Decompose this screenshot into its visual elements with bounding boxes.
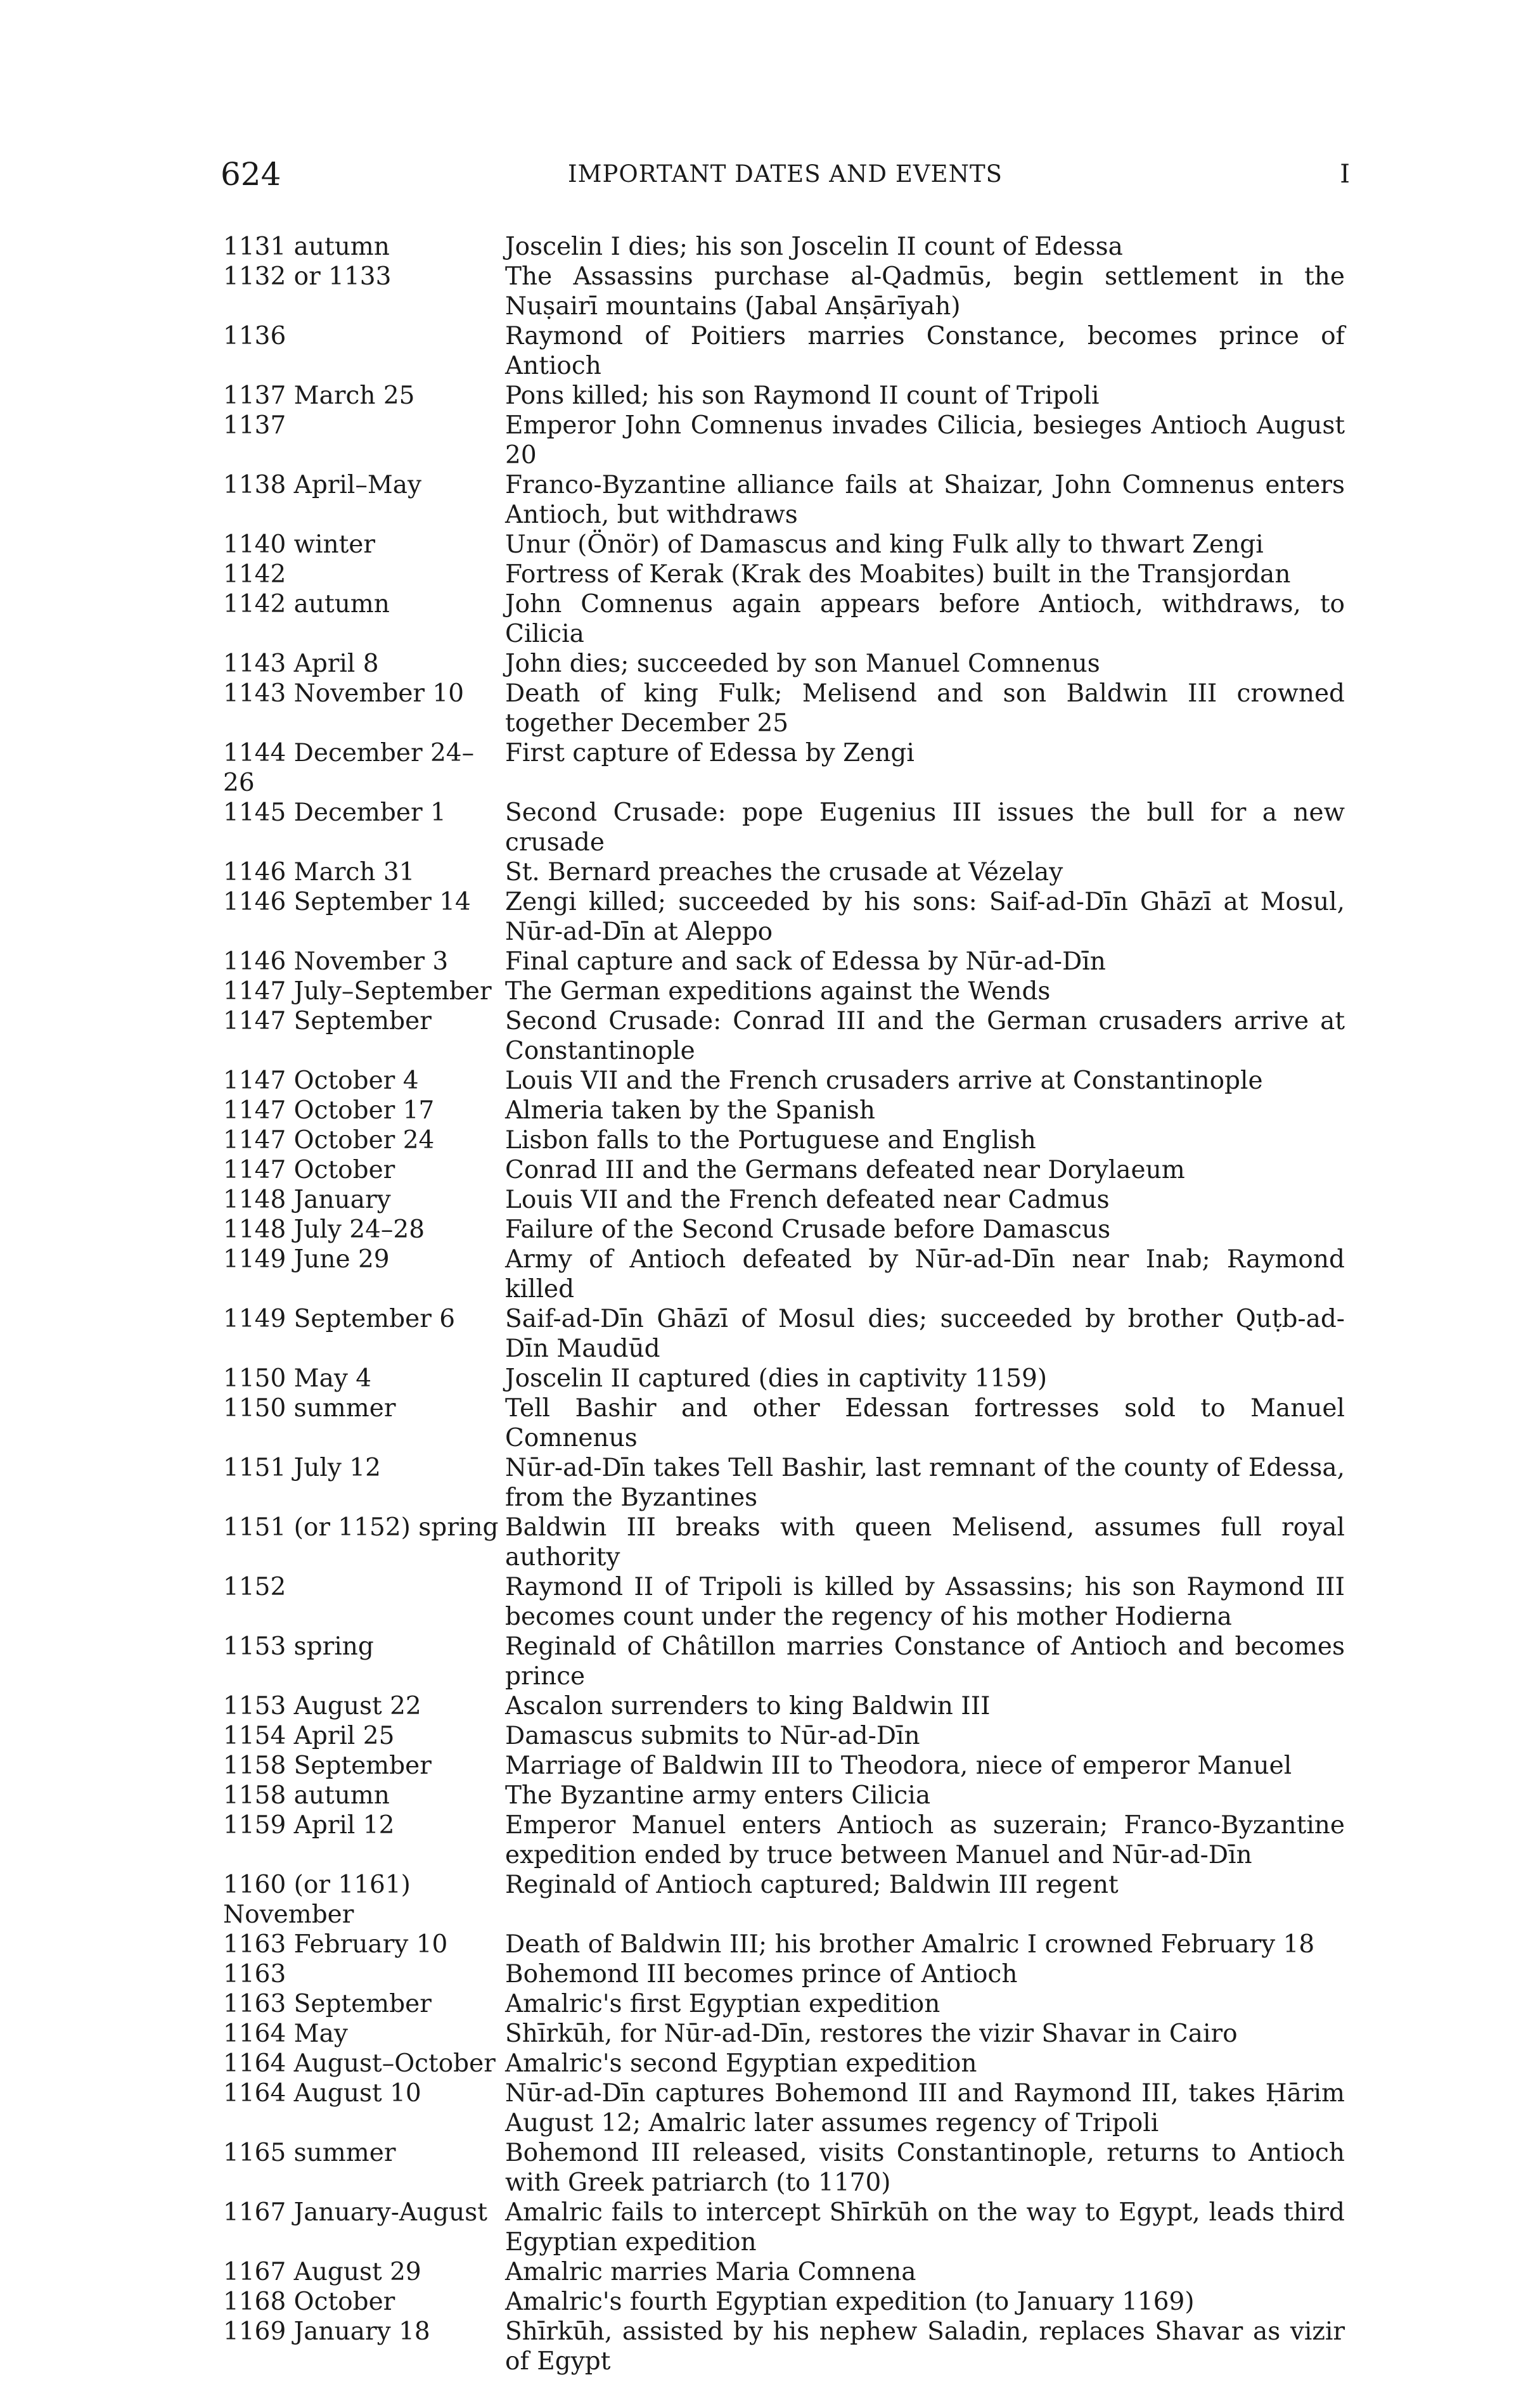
entry-date: 1169 January 18	[223, 2317, 430, 2346]
entry-event: Fortress of Kerak (Krak des Moabites) built in the Transjordan	[505, 560, 1291, 589]
page-header	[221, 152, 1350, 196]
entry-event: Amalric marries Maria Comnena	[505, 2258, 916, 2286]
volume-mark: I	[1340, 160, 1350, 189]
entry-event: Nūr-ad-Dīn captures Bohemond III and Raymond III, takes Ḥārim August 12; Amalric later assumes regency of Tripoli	[505, 2079, 1345, 2137]
entry-event: Louis VII and the French defeated near Cadmus	[505, 1186, 1110, 1214]
entry-event: Death of Baldwin III; his brother Amalric I crowned February 18	[505, 1930, 1315, 1959]
entry-date: 1151 July 12	[223, 1454, 381, 1482]
entry-event: St. Bernard preaches the crusade at Vézelay	[505, 858, 1063, 887]
chronology-entry	[223, 1781, 1345, 1810]
chronology-entry	[223, 977, 1345, 1006]
chronology-entry	[223, 1155, 1345, 1185]
chronology-entry	[223, 1125, 1345, 1155]
chronology-entry	[223, 2257, 1345, 2287]
chronology-entry	[223, 2287, 1345, 2317]
entry-event: The Assassins purchase al-Qadmūs, begin settlement in the Nuṣairī mountains (Jabal Anṣārīyah)	[505, 262, 1345, 321]
entry-date: 1146 September 14	[223, 888, 471, 916]
chronology-entry	[223, 1245, 1345, 1304]
entry-date: 1147 October 17	[223, 1096, 435, 1125]
entry-event: Emperor Manuel enters Antioch as suzerain; Franco-Byzantine expedition ended by truce between Manuel and Nūr-ad-Dīn	[505, 1811, 1345, 1869]
entry-event: Joscelin I dies; his son Joscelin II count of Edessa	[505, 233, 1123, 261]
chronology-entry	[223, 649, 1345, 679]
entry-date: 1153 spring	[223, 1632, 374, 1661]
entry-event: Joscelin II captured (dies in captivity 1159)	[505, 1364, 1048, 1393]
entry-date: 1167 August 29	[223, 2258, 421, 2286]
entry-event: John dies; succeeded by son Manuel Comnenus	[505, 650, 1100, 678]
entry-event: Army of Antioch defeated by Nūr-ad-Dīn near Inab; Raymond killed	[505, 1245, 1345, 1303]
entry-date: 1146 March 31	[223, 858, 415, 887]
entry-date: 1143 April 8	[223, 650, 379, 678]
entry-date: 1149 September 6	[223, 1305, 456, 1333]
chronology-entry	[223, 232, 1345, 262]
chronology-entry	[223, 1006, 1345, 1066]
entry-event: Almeria taken by the Spanish	[505, 1096, 875, 1125]
entry-event: Pons killed; his son Raymond II count of Tripoli	[505, 381, 1100, 410]
entry-event: Nūr-ad-Dīn takes Tell Bashir, last remnant of the county of Edessa, from the Byzantines	[505, 1454, 1345, 1512]
entry-date: 1147 October 4	[223, 1066, 419, 1095]
entry-event: Saif-ad-Dīn Ghāzī of Mosul dies; succeeded by brother Quṭb-ad-Dīn Maudūd	[505, 1305, 1345, 1363]
chronology-entry	[223, 262, 1345, 321]
entry-event: Tell Bashir and other Edessan fortresses sold to Manuel Comnenus	[505, 1394, 1345, 1452]
chronology-entry	[223, 2049, 1345, 2078]
chronology-list	[223, 232, 1345, 2376]
entry-date: 1165 summer	[223, 2139, 396, 2167]
entry-date: 1142 autumn	[223, 590, 390, 618]
entry-date: 1163	[223, 1960, 286, 1989]
chronology-entry	[223, 1632, 1345, 1691]
entry-date: 1167 January-August	[223, 2198, 487, 2227]
entry-event: Emperor John Comnenus invades Cilicia, besieges Antioch August 20	[505, 411, 1345, 470]
entry-event: Second Crusade: pope Eugenius III issues the bull for a new crusade	[505, 798, 1345, 857]
chronology-entry	[223, 1930, 1345, 1959]
entry-date: 1164 August 10	[223, 2079, 421, 2108]
chronology-entry	[223, 1870, 1345, 1930]
chronology-entry	[223, 411, 1345, 470]
entry-event: Amalric's fourth Egyptian expedition (to January 1169)	[505, 2288, 1195, 2316]
chronology-entry	[223, 470, 1345, 530]
entry-event: Shīrkūh, for Nūr-ad-Dīn, restores the vizir Shavar in Cairo	[505, 2020, 1238, 2048]
entry-event: Second Crusade: Conrad III and the German crusaders arrive at Constantinople	[505, 1007, 1345, 1065]
entry-date: 1164 May	[223, 2020, 348, 2048]
entry-event: Amalric's second Egyptian expedition	[505, 2049, 977, 2078]
entry-date: 1147 July–September	[223, 977, 492, 1006]
entry-date: 1154 April 25	[223, 1722, 395, 1750]
chronology-entry	[223, 1453, 1345, 1513]
entry-event: The German expeditions against the Wends	[505, 977, 1051, 1006]
entry-event: Louis VII and the French crusaders arrive at Constantinople	[505, 1066, 1263, 1095]
chronology-entry	[223, 1304, 1345, 1364]
entry-event: Bohemond III becomes prince of Antioch	[505, 1960, 1018, 1989]
entry-event: Lisbon falls to the Portuguese and English	[505, 1126, 1036, 1155]
chronology-entry	[223, 589, 1345, 649]
entry-date: 1149 June 29	[223, 1245, 390, 1274]
chronology-entry	[223, 560, 1345, 589]
chronology-entry	[223, 857, 1345, 887]
entry-date: 1164 August–October	[223, 2049, 496, 2078]
chronology-entry	[223, 530, 1345, 560]
chronology-entry	[223, 1185, 1345, 1215]
entry-date: 1137	[223, 411, 286, 440]
chronology-entry	[223, 2138, 1345, 2198]
entry-event: Death of king Fulk; Melisend and son Baldwin III crowned together December 25	[505, 679, 1345, 738]
entry-date: 1148 January	[223, 1186, 391, 1214]
chronology-entry	[223, 679, 1345, 738]
entry-date: 1146 November 3	[223, 947, 449, 976]
entry-event: The Byzantine army enters Cilicia	[505, 1781, 931, 1810]
chronology-entry	[223, 887, 1345, 947]
entry-date: 1152	[223, 1573, 286, 1601]
entry-date: 1147 October	[223, 1156, 395, 1184]
entry-event: Amalric's first Egyptian expedition	[505, 1990, 940, 2018]
entry-event: Franco-Byzantine alliance fails at Shaizar, John Comnenus enters Antioch, but withdraws	[505, 471, 1345, 529]
entry-date: 1144 December 24–26	[223, 739, 475, 797]
entry-date: 1131 autumn	[223, 233, 390, 261]
entry-event: Ascalon surrenders to king Baldwin III	[505, 1692, 991, 1720]
entry-date: 1159 April 12	[223, 1811, 395, 1840]
entry-event: Raymond of Poitiers marries Constance, becomes prince of Antioch	[505, 322, 1345, 380]
entry-event: Baldwin III breaks with queen Melisend, assumes full royal authority	[505, 1513, 1345, 1572]
chronology-entry	[223, 1096, 1345, 1125]
entry-date: 1150 May 4	[223, 1364, 372, 1393]
chronology-entry	[223, 1810, 1345, 1870]
entry-date: 1150 summer	[223, 1394, 396, 1423]
chronology-entry	[223, 1959, 1345, 1989]
entry-event: Conrad III and the Germans defeated near Dorylaeum	[505, 1156, 1185, 1184]
entry-date: 1158 September	[223, 1752, 432, 1780]
chronology-entry	[223, 1215, 1345, 1245]
entry-event: Shīrkūh, assisted by his nephew Saladin, replaces Shavar as vizir of Egypt	[505, 2317, 1345, 2376]
entry-date: 1136	[223, 322, 286, 350]
entry-event: Reginald of Châtillon marries Constance of Antioch and becomes prince	[505, 1632, 1345, 1691]
entry-date: 1147 October 24	[223, 1126, 435, 1155]
entry-event: First capture of Edessa by Zengi	[505, 739, 915, 767]
chronology-entry	[223, 2078, 1345, 2138]
chronology-entry	[223, 1721, 1345, 1751]
entry-event: John Comnenus again appears before Antioch, withdraws, to Cilicia	[505, 590, 1345, 648]
chronology-entry	[223, 798, 1345, 857]
entry-event: Bohemond III released, visits Constantinople, returns to Antioch with Greek patriarch (to 1170)	[505, 2139, 1345, 2197]
chronology-entry	[223, 1513, 1345, 1572]
chronology-entry	[223, 1393, 1345, 1453]
entry-date: 1163 September	[223, 1990, 432, 2018]
chronology-entry	[223, 947, 1345, 977]
chronology-entry	[223, 381, 1345, 411]
entry-date: 1132 or 1133	[223, 262, 392, 291]
entry-date: 1145 December 1	[223, 798, 446, 827]
entry-date: 1158 autumn	[223, 1781, 390, 1810]
chronology-entry	[223, 2019, 1345, 2049]
entry-date: 1147 September	[223, 1007, 432, 1035]
entry-event: Final capture and sack of Edessa by Nūr-ad-Dīn	[505, 947, 1106, 976]
entry-date: 1140 winter	[223, 530, 376, 559]
entry-date: 1163 February 10	[223, 1930, 448, 1959]
entry-date: 1153 August 22	[223, 1692, 421, 1720]
chronology-entry	[223, 1751, 1345, 1781]
entry-date: 1143 November 10	[223, 679, 465, 708]
entry-event: Marriage of Baldwin III to Theodora, niece of emperor Manuel	[505, 1752, 1292, 1780]
entry-date: 1138 April–May	[223, 471, 422, 499]
entry-date: 1137 March 25	[223, 381, 415, 410]
entry-event: Zengi killed; succeeded by his sons: Saif-ad-Dīn Ghāzī at Mosul, Nūr-ad-Dīn at Aleppo	[505, 888, 1345, 946]
entry-date: 1160 (or 1161) November	[223, 1871, 411, 1929]
entry-event: Unur (Önör) of Damascus and king Fulk ally to thwart Zengi	[505, 530, 1264, 559]
entry-date: 1148 July 24–28	[223, 1215, 425, 1244]
chronology-entry	[223, 321, 1345, 381]
entry-date: 1168 October	[223, 2288, 395, 2316]
entry-event: Failure of the Second Crusade before Damascus	[505, 1215, 1111, 1244]
page-number: 624	[221, 156, 281, 193]
chronology-entry	[223, 1989, 1345, 2019]
entry-event: Amalric fails to intercept Shīrkūh on the way to Egypt, leads third Egyptian expedition	[505, 2198, 1345, 2257]
chronology-entry	[223, 1691, 1345, 1721]
chronology-entry	[223, 1364, 1345, 1393]
entry-event: Damascus submits to Nūr-ad-Dīn	[505, 1722, 920, 1750]
chronology-entry	[223, 1066, 1345, 1096]
chronology-entry	[223, 738, 1345, 798]
entry-date: 1151 (or 1152) spring	[223, 1513, 499, 1542]
running-head: IMPORTANT DATES AND EVENTS	[568, 160, 1003, 188]
entry-event: Raymond II of Tripoli is killed by Assassins; his son Raymond III becomes count under the regency of his mother Hodierna	[505, 1573, 1345, 1631]
chronology-entry	[223, 2198, 1345, 2257]
entry-date: 1142	[223, 560, 286, 589]
chronology-entry	[223, 1572, 1345, 1632]
chronology-entry	[223, 2317, 1345, 2376]
entry-event: Reginald of Antioch captured; Baldwin III regent	[505, 1871, 1119, 1899]
